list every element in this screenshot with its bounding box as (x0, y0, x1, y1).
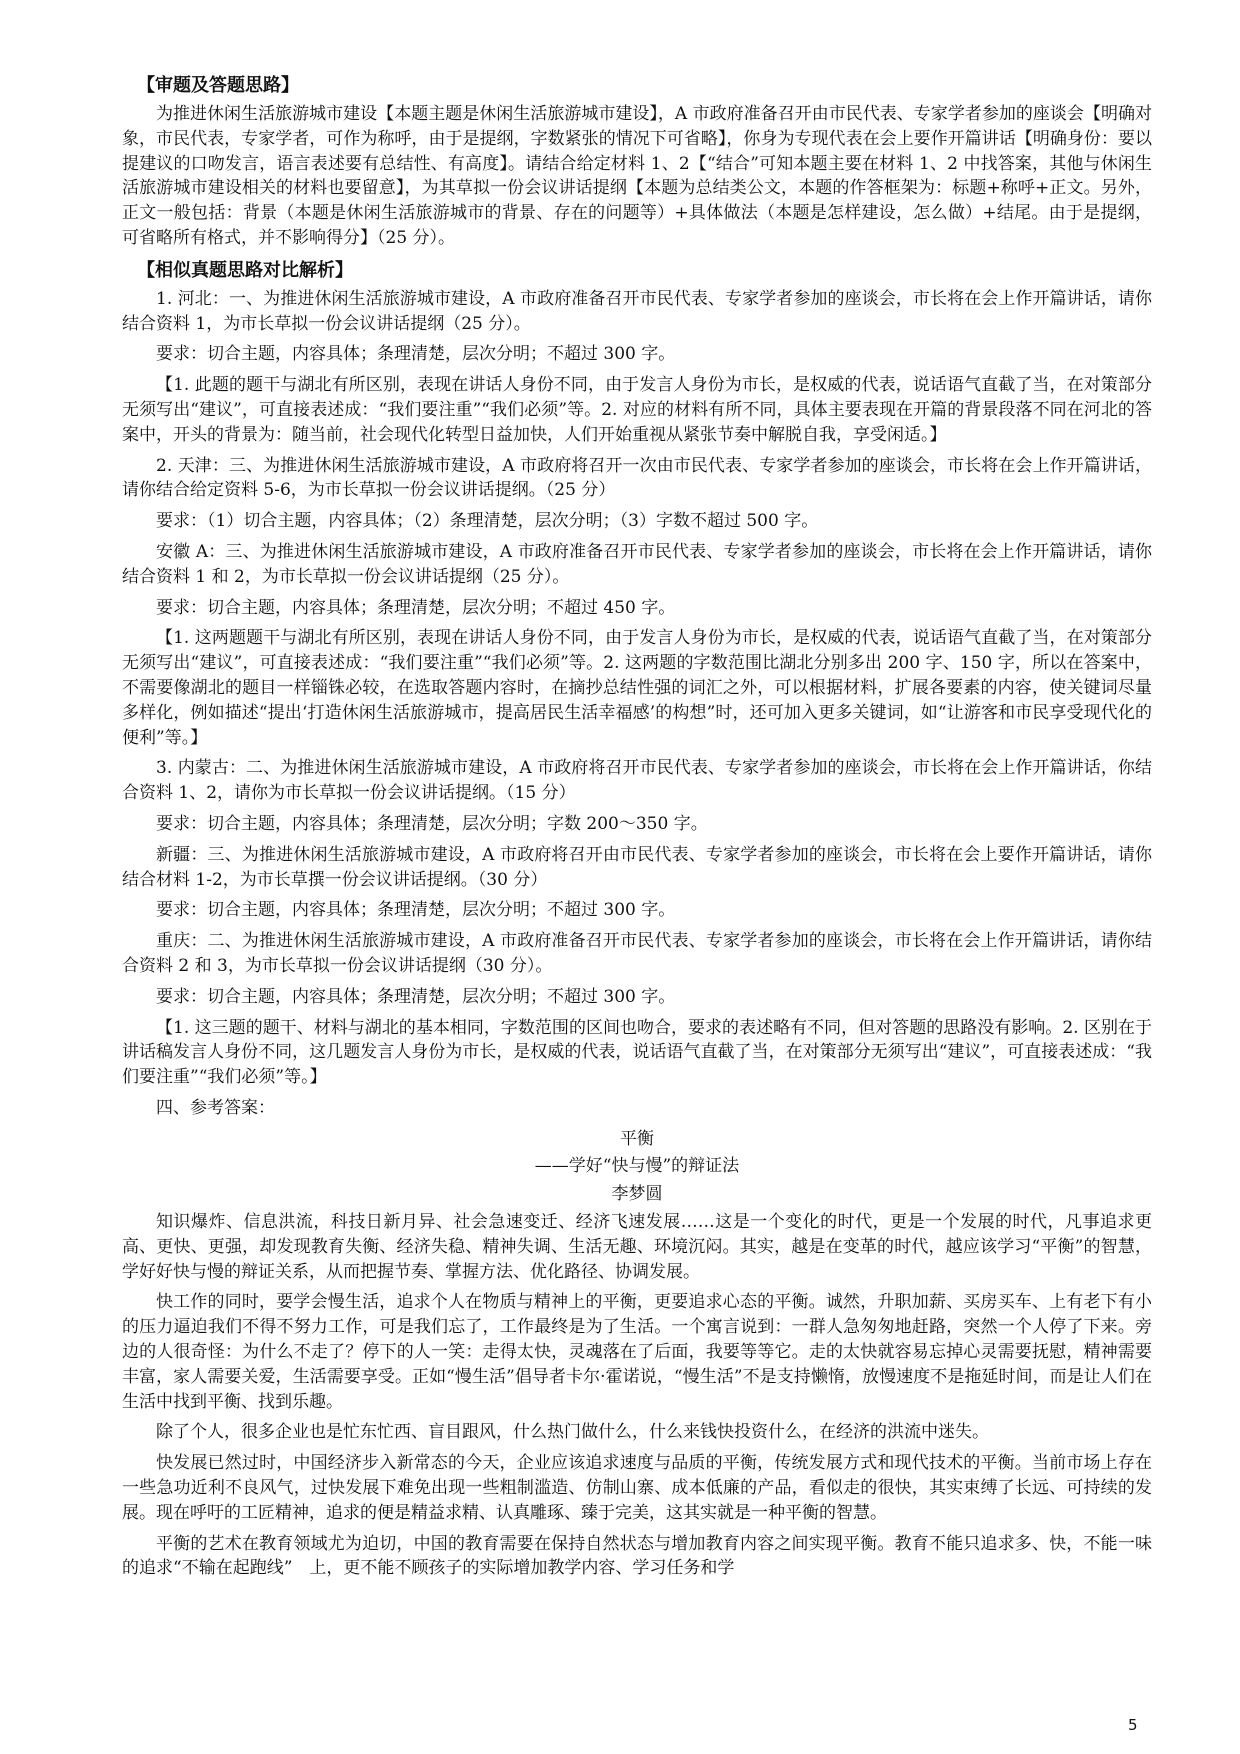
essay-subtitle: ——学好“快与慢”的辩证法 (534, 1156, 740, 1177)
comparison-paragraph: 要求：切合主题，内容具体；条理清楚，层次分明；不超过 300 字。 (156, 344, 676, 365)
comparison-paragraph: 1. 河北：一、为推进休闲生活旅游城市建设，A 市政府准备召开市民代表、专家学者参加的座谈会，市长将在会上作开篇讲话，请你结合资料 1，为市长草拟一份会议讲话提纲（25 分）。 (122, 288, 1152, 334)
section-heading-approach: 【审题及答题思路】 (137, 75, 299, 96)
page-number: 5 (1128, 1716, 1138, 1734)
comparison-paragraph: 要求：切合主题，内容具体；条理清楚，层次分明；不超过 300 字。 (156, 986, 676, 1007)
comparison-paragraph: 【1. 此题的题干与湖北有所区别，表现在讲话人身份不同，由于发言人身份为市长，是权威的代表，说话语气直截了当，在对策部分无须写出“建议”，可直接表述成：“我们要注重”“我们必须”等。2. 对应的材料有所不同，具体主要表现在开篇的背景段落不同在河北的答案中，开头的背景为：随当前，社会现代化转型日益加快，人们开始重视从紧张节奏中解脱自我，享受闲适。】 (122, 375, 1152, 445)
comparison-paragraph: 3. 内蒙古：二、为推进休闲生活旅游城市建设，A 市政府将召开市民代表、专家学者参加的座谈会，市长将在会上作开篇讲话，你结合资料 1、2，请你为市长草拟一份会议讲话提纲。（15 分） (122, 758, 1152, 804)
essay-paragraph: 快工作的同时，要学会慢生活，追求个人在物质与精神上的平衡，更要追求心态的平衡。诚然，升职加薪、买房买车、上有老下有小的压力逼迫我们不得不努力工作，可是我们忘了，工作最终是为了生活。一个寓言说到：一群人急匆匆地赶路，突然一个人停了下来。旁边的人很奇怪：为什么不走了？停下的人一笑：走得太快，灵魂落在了后面，我要等等它。走的太快就容易忘掉心灵需要抚慰，精神需要丰富，家人需要关爱，生活需要享受。正如“慢生活”倡导者卡尔·霍诺说，“慢生活”不是支持懒惰，放慢速度不是拖延时间，而是让人们在生活中找到平衡、找到乐趣。 (122, 1292, 1152, 1412)
comparison-paragraph: 新疆：三、为推进休闲生活旅游城市建设，A 市政府将召开由市民代表、专家学者参加的座谈会，市长将在会上要作开篇讲话，请你结合材料 1-2，为市长草撰一份会议讲话提纲。（30 分） (122, 844, 1152, 890)
document-page (122, 72, 1152, 1587)
essay-author: 李梦圆 (611, 1184, 663, 1205)
section-heading-reference-answer: 四、参考答案： (156, 1097, 275, 1118)
essay-paragraph: 知识爆炸、信息洪流，科技日新月异、社会急速变迁、经济飞速发展……这是一个变化的时代，更是一个发展的时代，凡事追求更高、更快、更强，却发现教育失衡、经济失稳、精神失调、生活无趣、环境沉闷。其实，越是在变革的时代，越应该学习“平衡”的智慧，学好好快与慢的辩证关系，从而把握节奏、掌握方法、优化路径、协调发展。 (122, 1212, 1152, 1282)
comparison-paragraph: 要求：切合主题，内容具体；条理清楚，层次分明；字数 200～350 字。 (156, 813, 708, 834)
comparison-paragraph: 要求：切合主题，内容具体；条理清楚，层次分明；不超过 300 字。 (156, 900, 676, 921)
comparison-paragraph: 2. 天津：三、为推进休闲生活旅游城市建设，A 市政府将召开一次由市民代表、专家学者参加的座谈会，市长将在会上作开篇讲话，请你结合给定资料 5-6，为市长草拟一份会议讲话提纲。（25 分） (122, 455, 1152, 501)
analysis-paragraph: 为推进休闲生活旅游城市建设【本题主题是休闲生活旅游城市建设】，A 市政府准备召开由市民代表、专家学者参加的座谈会【明确对象，市民代表，专家学者，可作为称呼，由于是提纲，字数紧张的情况下可省略】，你身为专现代表在会上要作开篇讲话【明确身份：要以提建议的口吻发言，语言表述要有总结性、有高度】。请结合给定材料 1、2【“结合”可知本题主要在材料 1、2 中找答案，其他与休闲生活旅游城市建设相关的材料也要留意】，为其草拟一份会议讲话提纲【本题为总结类公文，本题的作答框架为：标题+称呼+正文。另外，正文一般包括：背景（本题是休闲生活旅游城市的背景、存在的问题等）+具体做法（本题是怎样建设，怎么做）+结尾。由于是提纲，可省略所有格式，并不影响得分】（25 分）。 (122, 104, 1152, 248)
essay-paragraph: 快发展已然过时，中国经济步入新常态的今天，企业应该追求速度与品质的平衡，传统发展方式和现代技术的平衡。当前市场上存在一些急功近利不良风气，过快发展下难免出现一些粗制滥造、仿制山寨、成本低廉的产品，看似走的很快，其实束缚了长远、可持续的发展。现在呼吁的工匠精神，追求的便是精益求精、认真雕琢、臻于完美，这其实就是一种平衡的智慧。 (122, 1453, 1152, 1523)
comparison-paragraph: 【1. 这三题的题干、材料与湖北的基本相同，字数范围的区间也吻合，要求的表述略有不同，但对答题的思路没有影响。2. 区别在于讲话稿发言人身份不同，这几题发言人身份为市长，是权威的代表，说话语气直截了当，在对策部分无须写出“建议”，可直接表述成：“我们要注重”“我们必须”等。】 (122, 1017, 1152, 1088)
comparison-paragraph: 重庆：二、为推进休闲生活旅游城市建设，A 市政府准备召开市民代表、专家学者参加的座谈会，市长将在会上作开篇讲话，请你结合资料 2 和 3，为市长草拟一份会议讲话提纲（30 分）。 (122, 931, 1152, 976)
comparison-paragraph: 要求：切合主题，内容具体；条理清楚，层次分明；不超过 450 字。 (156, 597, 676, 618)
comparison-paragraph: 【1. 这两题题干与湖北有所区别，表现在讲话人身份不同，由于发言人身份为市长，是权威的代表，说话语气直截了当，在对策部分无须写出“建议”，可直接表述成：“我们要注重”“我们必须”等。2. 这两题的字数范围比湖北分别多出 200 字、150 字，所以在答案中，不需要像湖北的题目一样锱铢必较，在选取答题内容时，在摘抄总结性强的词汇之外，可以根据材料，扩展各要素的内容，使关键词尽量多样化，例如描述“提出‘打造休闲生活旅游城市，提高居民生活幸福感’的构想”时，还可加入更多关键词，如“让游客和市民享受现代化的便利”等。】 (122, 628, 1152, 748)
section-heading-comparison: 【相似真题思路对比解析】 (137, 259, 353, 281)
essay-paragraph: 除了个人，很多企业也是忙东忙西、盲目跟风，什么热门做什么，什么来钱快投资什么，在经济的洪流中迷失。 (156, 1422, 989, 1443)
comparison-paragraph: 要求：（1）切合主题，内容具体；（2）条理清楚，层次分明；（3）字数不超过 500 字。 (156, 511, 819, 532)
essay-paragraph: 平衡的艺术在教育领域尤为迫切，中国的教育需要在保持自然状态与增加教育内容之间实现平衡。教育不能只追求多、快，不能一味的追求“不输在起跑线” 上，更不能不顾孩子的实际增加教学内容、学习任务和学 (122, 1533, 1152, 1579)
essay-title: 平衡 (620, 1128, 654, 1149)
comparison-paragraph: 安徽 A：三、为推进休闲生活旅游城市建设，A 市政府准备召开市民代表、专家学者参加的座谈会，市长将在会上作开篇讲话，请你结合资料 1 和 2，为市长草拟一份会议讲话提纲（25 分）。 (122, 541, 1152, 587)
